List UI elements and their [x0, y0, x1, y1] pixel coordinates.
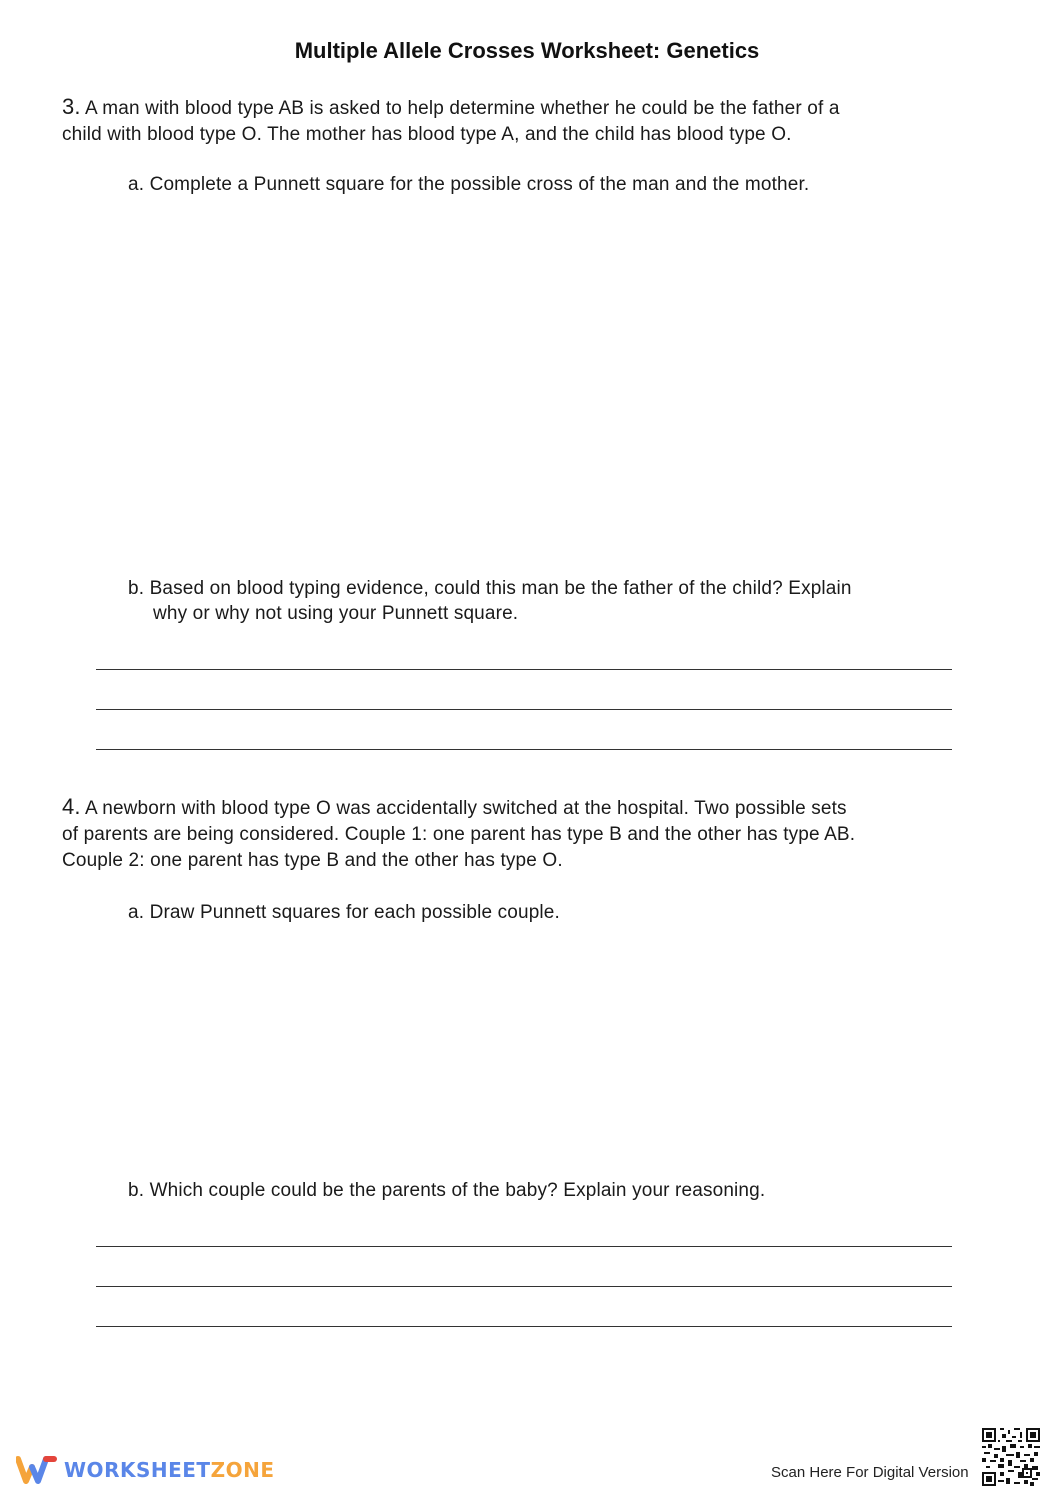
question-4-number: 4. [62, 794, 81, 819]
page-title: Multiple Allele Crosses Worksheet: Genetics [294, 38, 760, 63]
scan-text: Scan Here For Digital Version [771, 1464, 969, 1481]
worksheetzone-logo[interactable] [16, 1452, 274, 1488]
question-3a: a. Complete a Punnett square for the possible cross of the man and the mother. [128, 174, 810, 195]
worksheetzone-w-logo-icon [16, 1455, 58, 1485]
question-3b [128, 576, 948, 626]
qr-code-icon[interactable] [982, 1428, 1040, 1486]
answer-line-4b-2[interactable] [96, 1286, 952, 1287]
question-3-line-1: 3. A man with blood type AB is asked to help determine whether he could be the father of a [62, 94, 840, 119]
question-4 [62, 794, 982, 874]
question-4b: b. Which couple could be the parents of the baby? Explain your reasoning. [128, 1180, 766, 1201]
question-4-line-2: of parents are being considered. Couple 1: one parent has type B and the other has type AB. [62, 824, 856, 845]
answer-line-4b-1[interactable] [96, 1246, 952, 1247]
question-3b-line-1: b. Based on blood typing evidence, could this man be the father of the child? Explain [128, 578, 852, 599]
answer-line-3b-3[interactable] [96, 749, 952, 750]
question-3-line-2: child with blood type O. The mother has blood type A, and the child has blood type O. [62, 124, 792, 145]
question-4a: a. Draw Punnett squares for each possible couple. [128, 902, 560, 923]
question-3-number: 3. [62, 94, 81, 119]
question-4-line-3: Couple 2: one parent has type B and the other has type O. [62, 850, 563, 871]
answer-line-3b-1[interactable] [96, 669, 952, 670]
answer-line-3b-2[interactable] [96, 709, 952, 710]
question-4-line-1: 4. A newborn with blood type O was accidentally switched at the hospital. Two possible sets [62, 794, 847, 819]
answer-line-4b-3[interactable] [96, 1326, 952, 1327]
question-3 [62, 94, 972, 148]
question-3b-line-2: why or why not using your Punnett square. [153, 603, 519, 624]
brand-name: WORKSHEETZONE [64, 1458, 275, 1482]
